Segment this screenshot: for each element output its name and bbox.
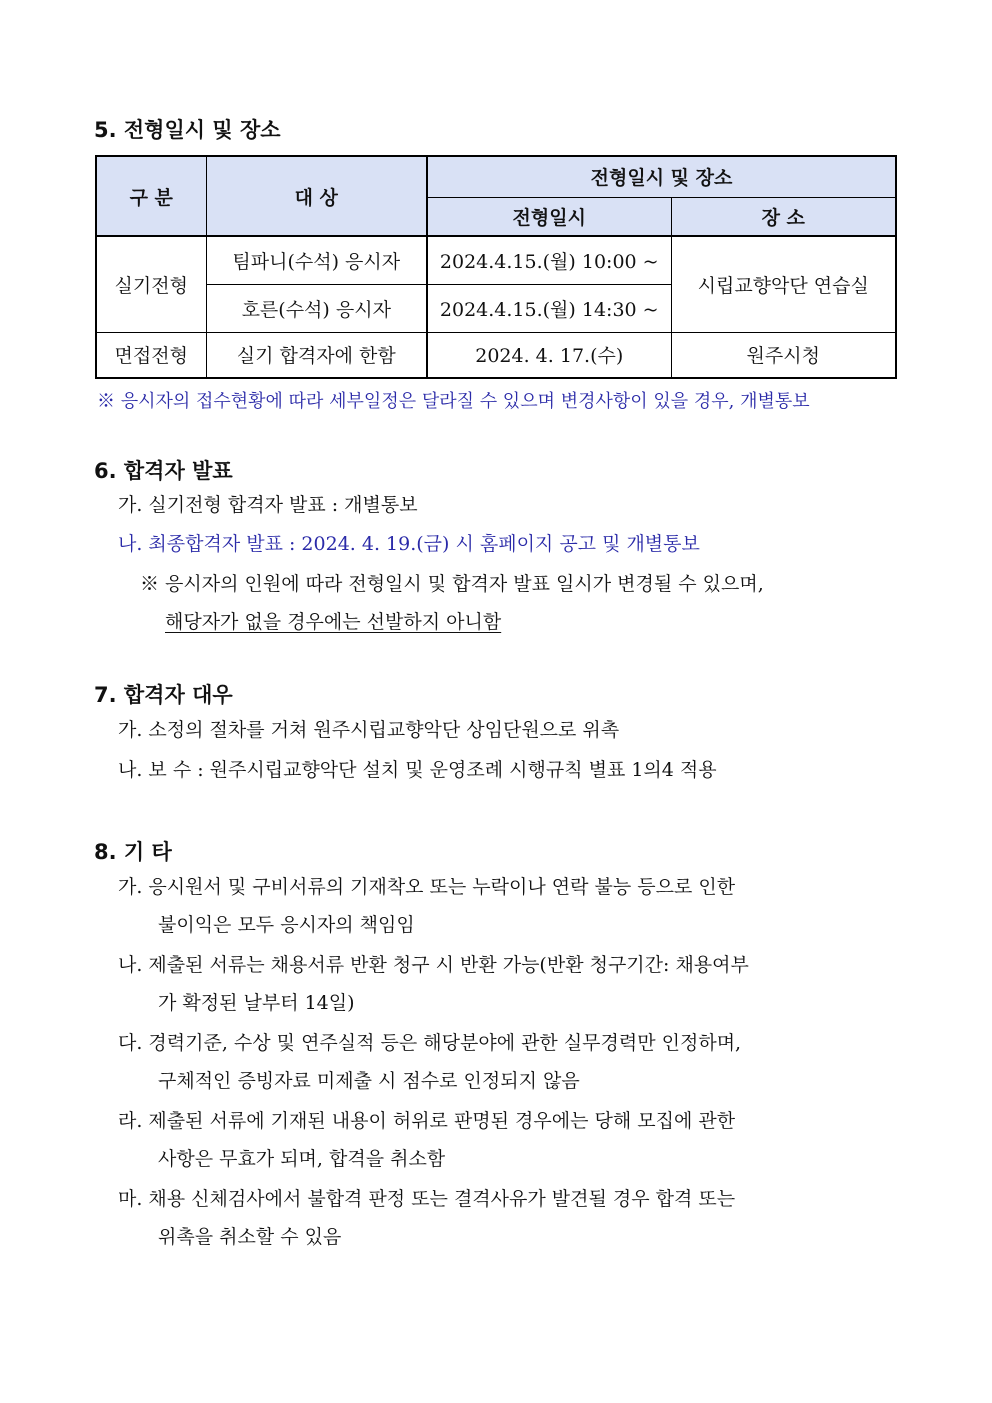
table-row — [96, 332, 896, 378]
s7-item-b: 나. 보 수 : 원주시립교향악단 설치 및 운영조례 시행규칙 별표 1의4 적용 — [118, 759, 717, 781]
s7-item-a: 가. 소정의 절차를 거쳐 원주시립교향악단 상임단원으로 위촉 — [118, 719, 620, 741]
s8-item-b-line1: 나. 제출된 서류는 채용서류 반환 청구 시 반환 가능(반환 청구기간: 채용여부 — [118, 954, 749, 976]
s8-item-e-line1: 마. 채용 신체검사에서 불합격 판정 또는 결격사유가 발견될 경우 합격 또는 — [118, 1188, 736, 1210]
s8-item-c-line2: 구체적인 증빙자료 미제출 시 점수로 인정되지 않음 — [158, 1070, 580, 1092]
cell-r2-target: 호른(수석) 응시자 — [206, 284, 427, 332]
header-gubun: 구 분 — [96, 156, 206, 236]
header-place: 장 소 — [671, 197, 896, 236]
cell-r1-target: 팀파니(수석) 응시자 — [206, 236, 427, 284]
s8-item-d-line1: 라. 제출된 서류에 기재된 내용이 허위로 판명된 경우에는 당해 모집에 관한 — [118, 1110, 736, 1132]
schedule-note: ※ 응시자의 접수현황에 따라 세부일정은 달라질 수 있으며 변경사항이 있을 경우, 개별통보 — [97, 391, 810, 412]
s8-item-d-line2: 사항은 무효가 되며, 합격을 취소함 — [158, 1148, 446, 1170]
cell-r3-place: 원주시청 — [671, 332, 896, 378]
header-target: 대 상 — [206, 156, 427, 236]
cell-r3-datetime: 2024. 4. 17.(수) — [427, 332, 671, 378]
cell-r2-datetime: 2024.4.15.(월) 14:30 ~ — [427, 284, 671, 332]
cell-practical-place: 시립교향악단 연습실 — [671, 236, 896, 332]
s8-item-a-line2: 불이익은 모두 응시자의 책임임 — [158, 914, 415, 936]
cell-r3-target: 실기 합격자에 한함 — [206, 332, 427, 378]
section-8-heading: 8. 기 타 — [94, 840, 172, 864]
cell-practical: 실기전형 — [96, 236, 206, 332]
s8-item-e-line2: 위촉을 취소할 수 있음 — [158, 1226, 342, 1248]
s8-item-c-line1: 다. 경력기준, 수상 및 연주실적 등은 해당분야에 관한 실무경력만 인정하며, — [118, 1032, 742, 1054]
table-row — [96, 236, 896, 284]
s8-item-a-line1: 가. 응시원서 및 구비서류의 기재착오 또는 누락이나 연락 불능 등으로 인한 — [118, 876, 736, 898]
section-7-heading: 7. 합격자 대우 — [94, 683, 233, 707]
s6-note-line1: ※ 응시자의 인원에 따라 전형일시 및 합격자 발표 일시가 변경될 수 있으며, — [140, 573, 764, 595]
section-5-heading: 5. 전형일시 및 장소 — [94, 118, 281, 142]
s6-item-a: 가. 실기전형 합격자 발표 : 개별통보 — [118, 494, 418, 516]
s8-item-b-line2: 가 확정된 날부터 14일) — [158, 992, 355, 1014]
s6-item-b: 나. 최종합격자 발표 : 2024. 4. 19.(금) 시 홈페이지 공고 및 개별통보 — [118, 533, 700, 555]
header-datetime-place: 전형일시 및 장소 — [427, 156, 896, 197]
cell-r1-datetime: 2024.4.15.(월) 10:00 ~ — [427, 236, 671, 284]
s6-note-line2: 해당자가 없을 경우에는 선발하지 아니함 — [165, 611, 502, 633]
cell-interview: 면접전형 — [96, 332, 206, 378]
schedule-table — [95, 155, 897, 379]
section-6-heading: 6. 합격자 발표 — [94, 459, 233, 483]
header-datetime: 전형일시 — [427, 197, 671, 236]
